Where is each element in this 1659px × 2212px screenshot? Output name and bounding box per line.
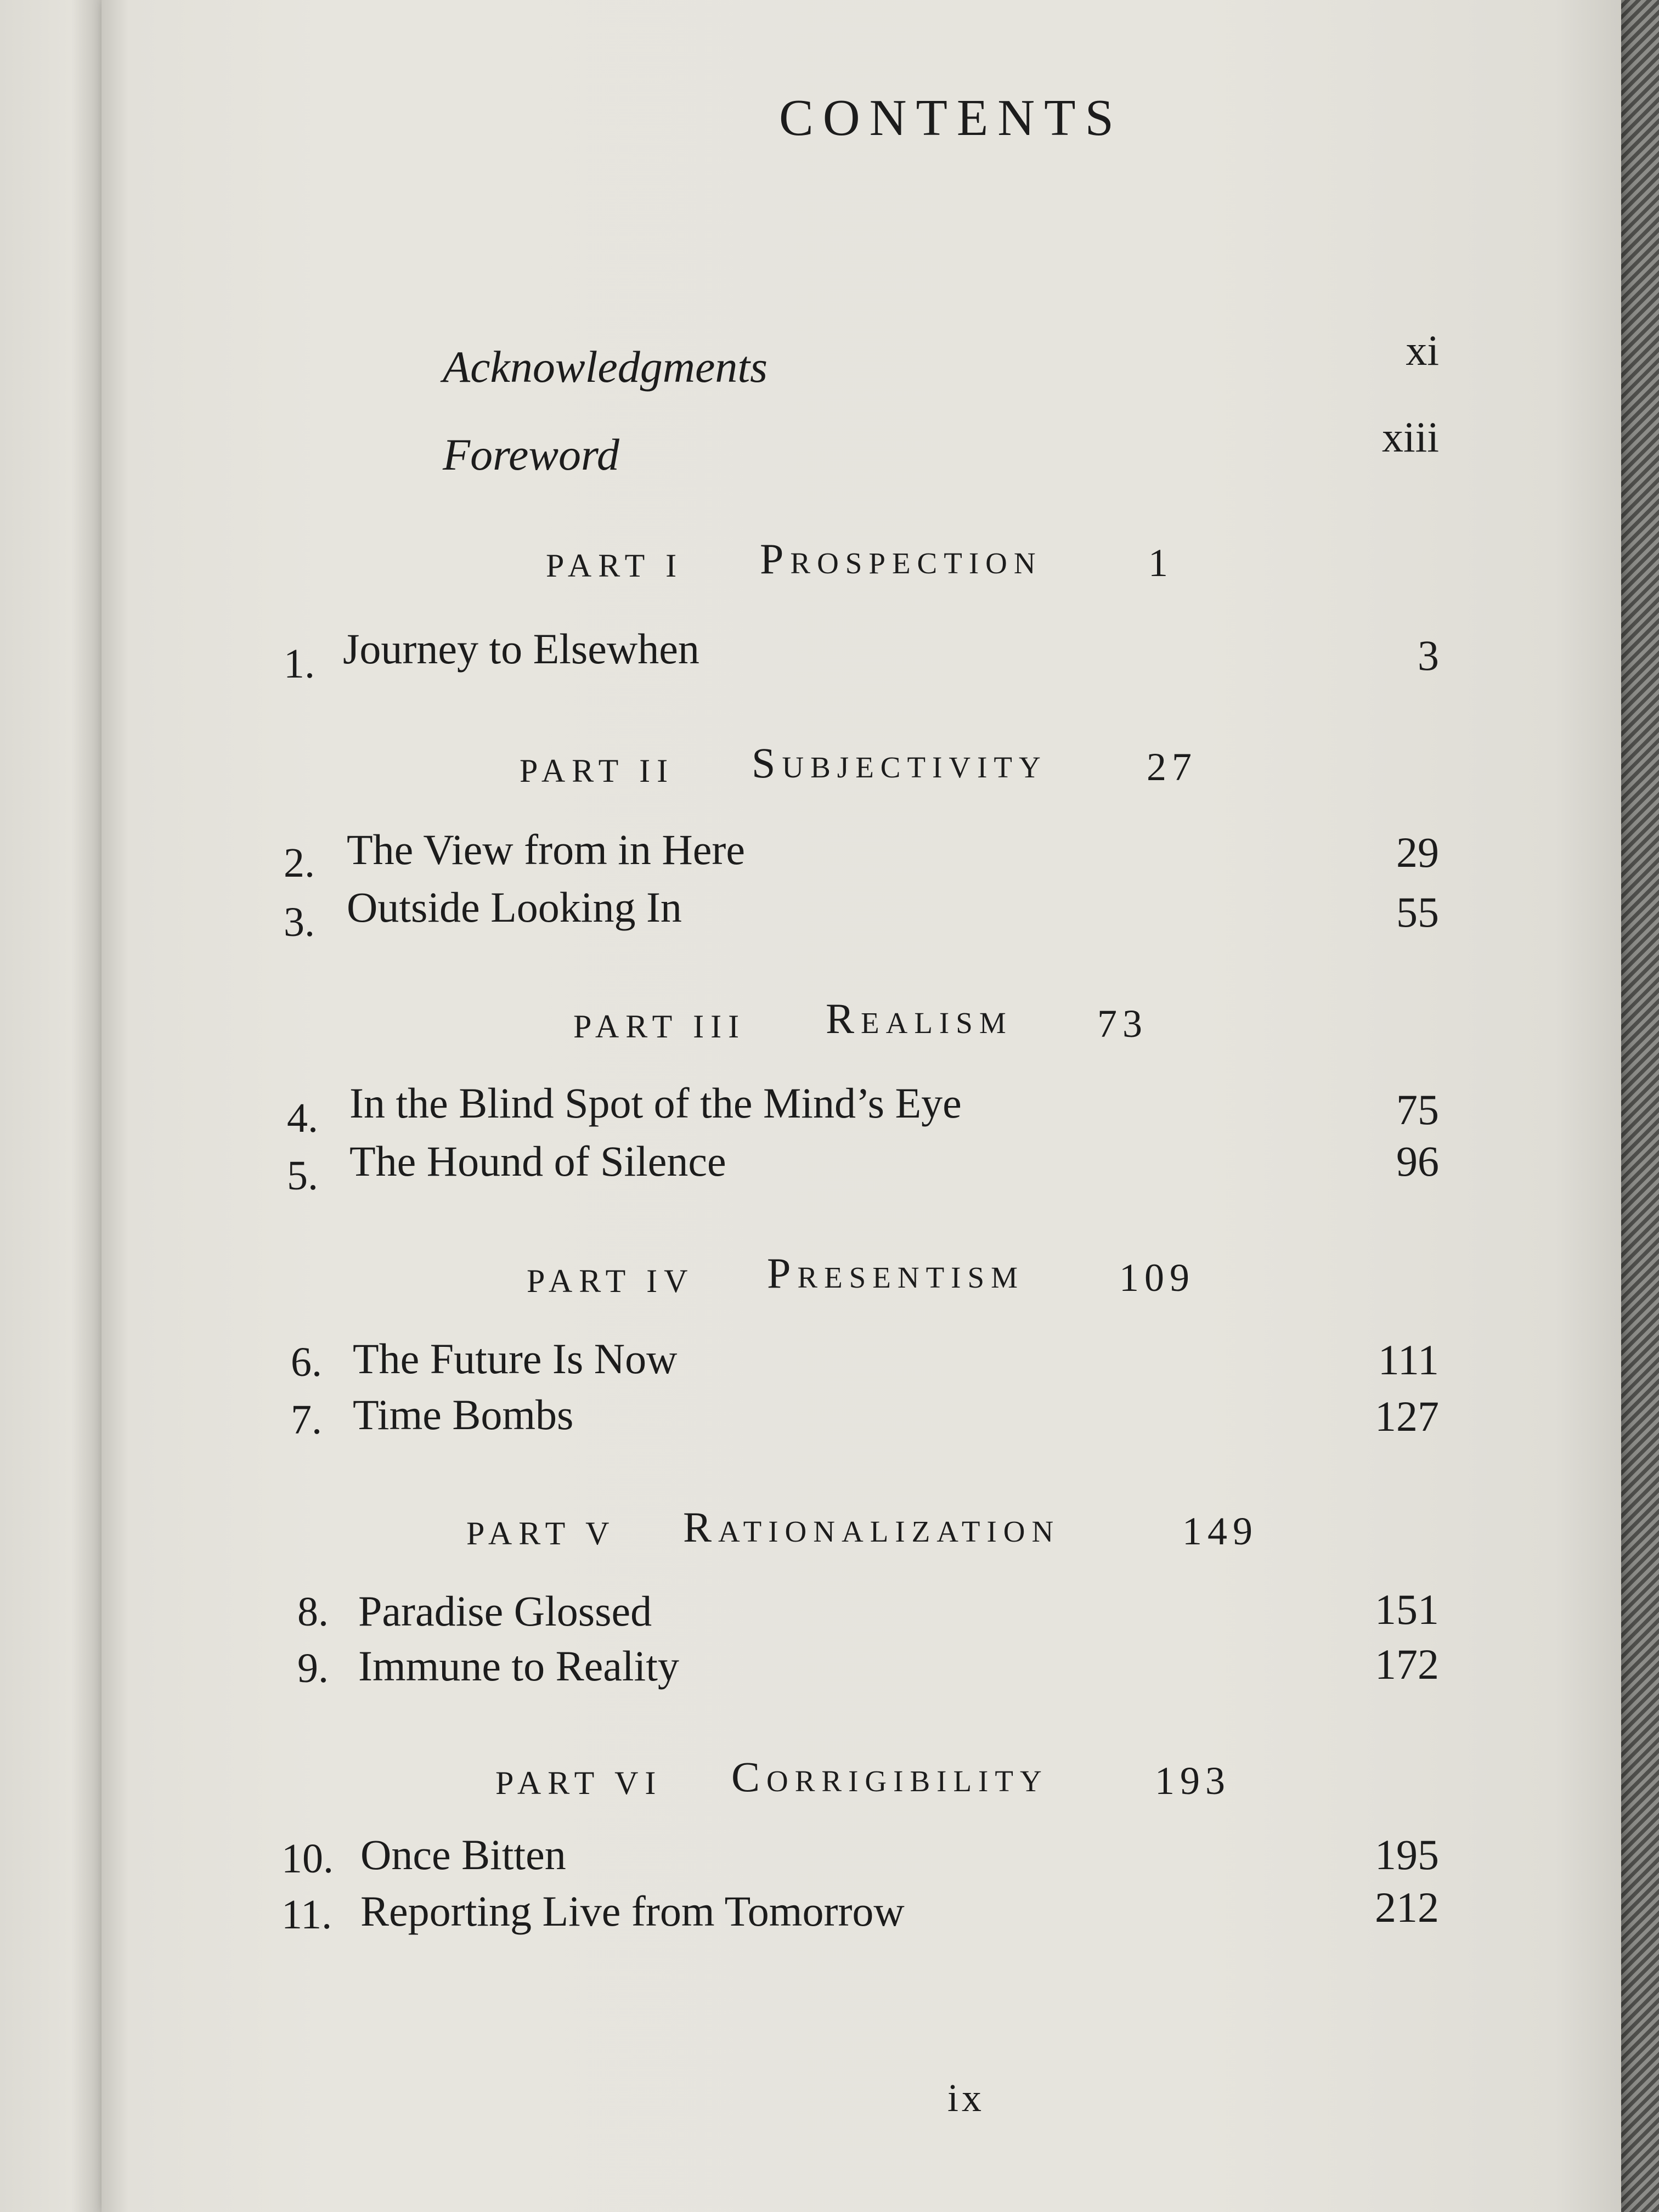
part-page: 193: [1155, 1759, 1231, 1803]
chapter-page: 127: [1375, 1392, 1439, 1440]
chapter-page: 29: [1396, 828, 1439, 876]
chapter-title: Reporting Live from Tomorrow: [360, 1887, 905, 1935]
page-number: ix: [947, 2076, 985, 2120]
part-label: PART II: [520, 753, 675, 789]
chapter-page: 212: [1375, 1883, 1439, 1931]
chapter-page: 3: [1418, 631, 1439, 679]
front-matter-title-acknowledgments: Acknowledgments: [443, 342, 768, 392]
chapter-number: 5.: [287, 1153, 318, 1199]
chapter-title: Once Bitten: [360, 1831, 566, 1878]
chapter-number: 11.: [281, 1892, 332, 1938]
part-label: PART III: [573, 1008, 746, 1045]
chapter-number: 8.: [297, 1589, 329, 1635]
chapter-title: Journey to Elsewhen: [343, 625, 699, 673]
chapter-page: 96: [1396, 1137, 1439, 1185]
chapter-page: 172: [1375, 1640, 1439, 1688]
part-name: Realism: [826, 995, 1013, 1042]
chapter-number: 10.: [281, 1836, 334, 1882]
chapter-title: Time Bombs: [353, 1391, 574, 1438]
front-matter-title-foreword: Foreword: [443, 430, 619, 479]
chapter-number: 3.: [284, 899, 315, 945]
part-label: PART IV: [527, 1263, 695, 1299]
chapter-page: 195: [1375, 1831, 1439, 1878]
part-name: Corrigibility: [731, 1753, 1048, 1801]
part-name: Prospection: [760, 535, 1042, 583]
chapter-title: Immune to Reality: [358, 1642, 679, 1690]
part-label: PART V: [466, 1515, 616, 1551]
part-label: PART I: [546, 548, 684, 584]
part-page: 149: [1182, 1509, 1258, 1553]
part-page: 109: [1119, 1256, 1195, 1300]
chapter-page: 151: [1375, 1585, 1439, 1633]
chapter-page: 75: [1396, 1086, 1439, 1133]
chapter-title: The Hound of Silence: [349, 1137, 726, 1185]
chapter-title: Outside Looking In: [347, 883, 682, 931]
chapter-title: Paradise Glossed: [358, 1587, 652, 1635]
chapter-number: 7.: [291, 1397, 322, 1443]
chapter-page: 111: [1378, 1336, 1439, 1384]
chapter-title: The View from in Here: [347, 826, 745, 873]
chapter-number: 4.: [287, 1095, 318, 1141]
part-page: 27: [1147, 745, 1197, 789]
chapter-title: The Future Is Now: [353, 1335, 678, 1383]
front-matter-page-acknowledgments: xi: [1406, 326, 1439, 374]
part-name: Subjectivity: [752, 739, 1047, 787]
chapter-number: 2.: [284, 840, 315, 886]
chapter-title: In the Blind Spot of the Mind’s Eye: [349, 1079, 962, 1127]
part-label: PART VI: [495, 1765, 663, 1801]
part-page: 73: [1097, 1002, 1148, 1046]
chapter-number: 1.: [284, 641, 315, 687]
part-name: Rationalization: [683, 1503, 1060, 1551]
part-name: Presentism: [767, 1249, 1024, 1297]
book-page: [101, 0, 1621, 2212]
page-title: CONTENTS: [779, 89, 1123, 146]
adjacent-page-edge: [0, 0, 110, 2212]
chapter-number: 9.: [297, 1645, 329, 1691]
chapter-page: 55: [1396, 888, 1439, 936]
part-page: 1: [1148, 541, 1173, 585]
chapter-number: 6.: [291, 1339, 322, 1385]
front-matter-page-foreword: xiii: [1381, 413, 1439, 461]
